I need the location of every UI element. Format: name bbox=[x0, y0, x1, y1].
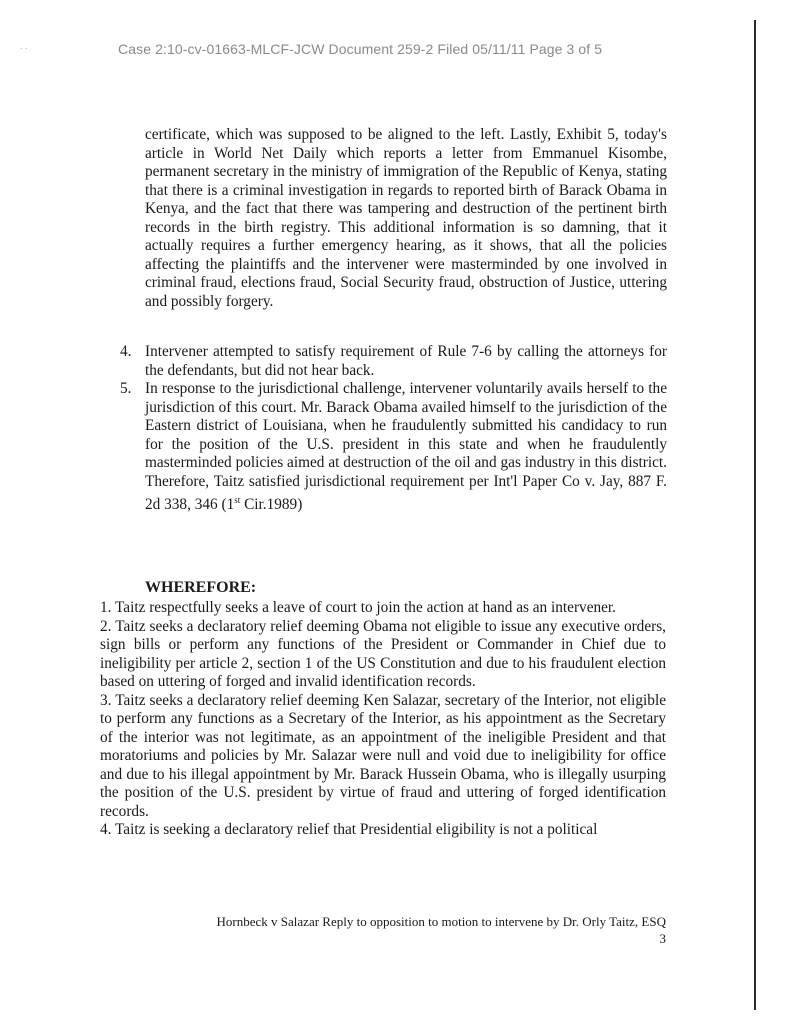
relief-paragraph: 4. Taitz is seeking a declaratory relief that Presidential eligibility is not a political bbox=[100, 821, 598, 838]
relief-paragraph: 1. Taitz respectfully seeks a leave of court to join the action at hand as an intervener. bbox=[100, 599, 617, 616]
relief-section bbox=[100, 599, 666, 840]
page-footer bbox=[158, 913, 666, 947]
list-item-body: In response to the jurisdictional challenge, intervener voluntarily avails herself to the jurisdiction of this court. Mr. Barack Obama availed himself to the jurisdiction of the Eastern district of Louisiana, when he fraudulently submitted his candidacy to run for the position of the U.S. president in this state and when he fraudulently masterminded policies aimed at destruction of the oil and gas industry in this district. Therefore, Taitz satisfied jurisdictional requirement per Int'l Paper Co v. Jay, 887 F. 2d 338, 346 (1 bbox=[145, 380, 667, 514]
case-header: Case 2:10-cv-01663-MLCF-JCW Document 259-2 Filed 05/11/11 Page 3 of 5 bbox=[118, 41, 603, 57]
footer-caption: Hornbeck v Salazar Reply to opposition to motion to intervene by Dr. Orly Taitz, ESQ bbox=[216, 914, 666, 929]
list-item-text bbox=[145, 380, 667, 515]
list-item bbox=[120, 343, 667, 380]
list-item-text: Intervener attempted to satisfy requirement of Rule 7-6 by calling the attorneys for the defendants, but did not hear back. bbox=[145, 343, 667, 379]
scan-dots: · · bbox=[20, 44, 28, 53]
ordinal-superscript: st bbox=[234, 495, 241, 505]
continuation-paragraph: certificate, which was supposed to be aligned to the left. Lastly, Exhibit 5, today's article in World Net Daily which reports a letter from Emmanuel Kisombe, permanent secretary in the ministry of immigration of the Republic of Kenya, stating that there is a criminal investigation in regards to reported birth of Barack Obama in Kenya, and the fact that there was tampering and destruction of the pertinent birth records in the birth registry. This additional information is so damning, that it actually requires a further emergency hearing, as it shows, that all the policies affecting the plaintiffs and the intervener were masterminded by one involved in criminal fraud, elections fraud, Social Security fraud, obstruction of Justice, uttering and possibly forgery. bbox=[145, 126, 667, 310]
numbered-list bbox=[120, 343, 667, 515]
list-item-number: 5. bbox=[120, 380, 132, 397]
list-item bbox=[120, 380, 667, 515]
list-item-number: 4. bbox=[120, 343, 132, 360]
scan-edge-line bbox=[754, 20, 756, 1010]
relief-paragraph: 3. Taitz seeks a declaratory relief deeming Ken Salazar, secretary of the Interior, not eligible to perform any functions as a Secretary of the Interior, as his appointment as the Secretary of the interior was not legitimate, as an appointment of the ineligible President and that moratoriums and policies by Mr. Salazar were null and void due to ineligibility for office and due to his illegal appointment by Mr. Barack Hussein Obama, who is illegally usurping the position of the U.S. president by virtue of fraud and uttering of forged identification records. bbox=[100, 691, 666, 820]
wherefore-heading: WHEREFORE: bbox=[145, 579, 257, 596]
relief-paragraph: 2. Taitz seeks a declaratory relief deeming Obama not eligible to issue any executive orders, sign bills or perform any functions of the President or Commander in Chief due to ineligibility per article 2, section 1 of the US Constitution and due to his fraudulent election based on uttering of forged and invalid identification records. bbox=[100, 617, 666, 690]
list-item-tail: Cir.1989) bbox=[240, 496, 303, 514]
page-number: 3 bbox=[659, 931, 666, 946]
